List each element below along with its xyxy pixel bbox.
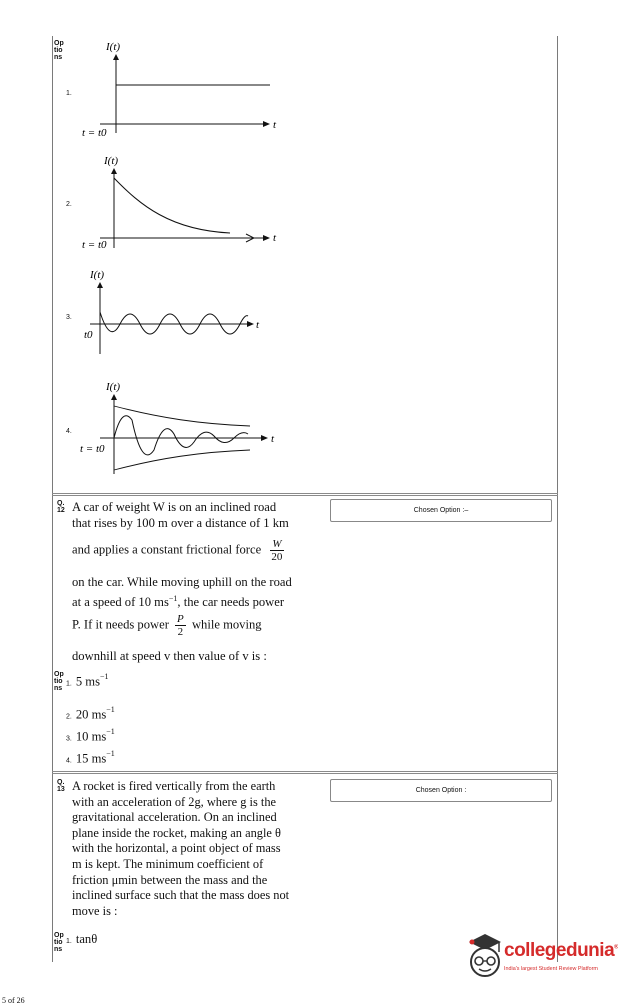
option-item[interactable]: 4. 15 $ms^{-1}$ xyxy=(66,749,115,766)
q12-line5: at a speed of 10 $ms^{-1}$, the car needs power xyxy=(72,593,285,609)
y-arrow xyxy=(111,394,117,400)
option-number: 2. xyxy=(66,201,72,208)
option-number: 3. xyxy=(66,314,72,321)
graph-xlabel: t xyxy=(256,319,260,331)
divider-q12-b xyxy=(52,495,558,496)
divider-q13-b xyxy=(52,773,558,774)
graph-option-1 xyxy=(70,38,290,148)
envelope-upper xyxy=(114,406,250,426)
options-label: Op tio ns xyxy=(54,932,64,953)
graph-ylabel: I(t) xyxy=(106,381,121,393)
x-arrow xyxy=(261,435,268,441)
options-label: Op tio ns xyxy=(54,671,64,692)
graph-tlabel: t0 xyxy=(84,329,93,341)
q12-line7: downhill at speed v then value of v is : xyxy=(72,649,267,663)
frame-left-line xyxy=(52,36,53,962)
option-item[interactable]: 1. tanθ xyxy=(66,932,98,946)
graph-option-3 xyxy=(70,262,290,362)
option-number: 4. xyxy=(66,428,72,435)
sine-wave xyxy=(100,312,248,334)
y-arrow xyxy=(113,54,119,60)
graph-tlabel: t = t0 xyxy=(82,127,107,139)
graph-tlabel: t = t0 xyxy=(82,239,107,251)
y-arrow xyxy=(111,168,117,174)
q12-line2: that rises by 100 m over a distance of 1 km xyxy=(72,515,289,530)
decay-curve xyxy=(114,178,230,233)
divider-q13 xyxy=(52,771,558,772)
graph-xlabel: t xyxy=(273,232,277,244)
question-label: Q. 13 xyxy=(57,779,65,793)
question-text: A rocket is fired vertically from the earth with an acceleration of 2g, where g is the gravitational acceleration. On an inclined plane inside the rocket, making an angle θ with the horizontal, a point object of mass m is kept. The minimum coefficient of friction μmin between the mass and the inclined surface such that the mass does not move is : xyxy=(72,779,290,918)
page-number: 5 of 26 xyxy=(2,996,25,1005)
graph-ylabel: I(t) xyxy=(104,155,119,167)
x-arrow xyxy=(263,235,270,241)
collegedunia-logo xyxy=(463,928,618,986)
envelope-lower xyxy=(114,450,250,470)
chosen-option-text: Chosen Option :– xyxy=(413,507,469,514)
option-item[interactable]: 3. 10 $ms^{-1}$ xyxy=(66,727,115,744)
graph-ylabel: I(t) xyxy=(90,269,105,281)
fraction-p-2: $\frac{P}{2}$ xyxy=(177,613,184,638)
x-arrow xyxy=(263,121,270,127)
graduate-icon xyxy=(463,930,503,980)
chosen-option-box xyxy=(330,499,552,522)
x-arrow xyxy=(247,321,254,327)
question-label: Q. 12 xyxy=(57,500,65,514)
divider-q12 xyxy=(52,493,558,494)
q12-line3: and applies a constant frictional force $\frac{W}{20}$ xyxy=(72,538,283,563)
chosen-option-text: Chosen Option : xyxy=(415,787,467,794)
option-number: 1. xyxy=(66,90,72,97)
q12-line6: P. If it needs power $\frac{P}{2}$ while moving xyxy=(72,613,262,638)
options-label: Op tio ns xyxy=(54,40,64,61)
graph-option-4 xyxy=(70,378,290,482)
q12-line4: on the car. While moving uphill on the road at a speed of 10 $ms^{-1}$, the car needs power xyxy=(72,575,330,610)
chosen-option-box xyxy=(330,779,552,802)
graph-tlabel: t = t0 xyxy=(80,443,105,455)
graph-xlabel: t xyxy=(271,433,275,445)
graph-xlabel: t xyxy=(273,119,277,131)
graph-ylabel: I(t) xyxy=(106,41,121,53)
fraction-w-20: $\frac{W}{20}$ xyxy=(271,538,283,563)
frame-right-line xyxy=(557,36,558,962)
option-item[interactable]: 2. 20 $ms^{-1}$ xyxy=(66,705,115,722)
option-item[interactable]: 1. 5 $ms^{-1}$ xyxy=(66,672,109,689)
graph-option-2 xyxy=(70,150,290,260)
y-arrow xyxy=(97,282,103,288)
logo-wordmark: collegedunia® xyxy=(504,940,618,961)
question-text xyxy=(72,500,327,531)
damped-wave xyxy=(114,416,248,455)
logo-tagline: India's largest Student Review Platform xyxy=(504,966,598,972)
q12-line1: A car of weight W is on an inclined road xyxy=(72,500,277,514)
